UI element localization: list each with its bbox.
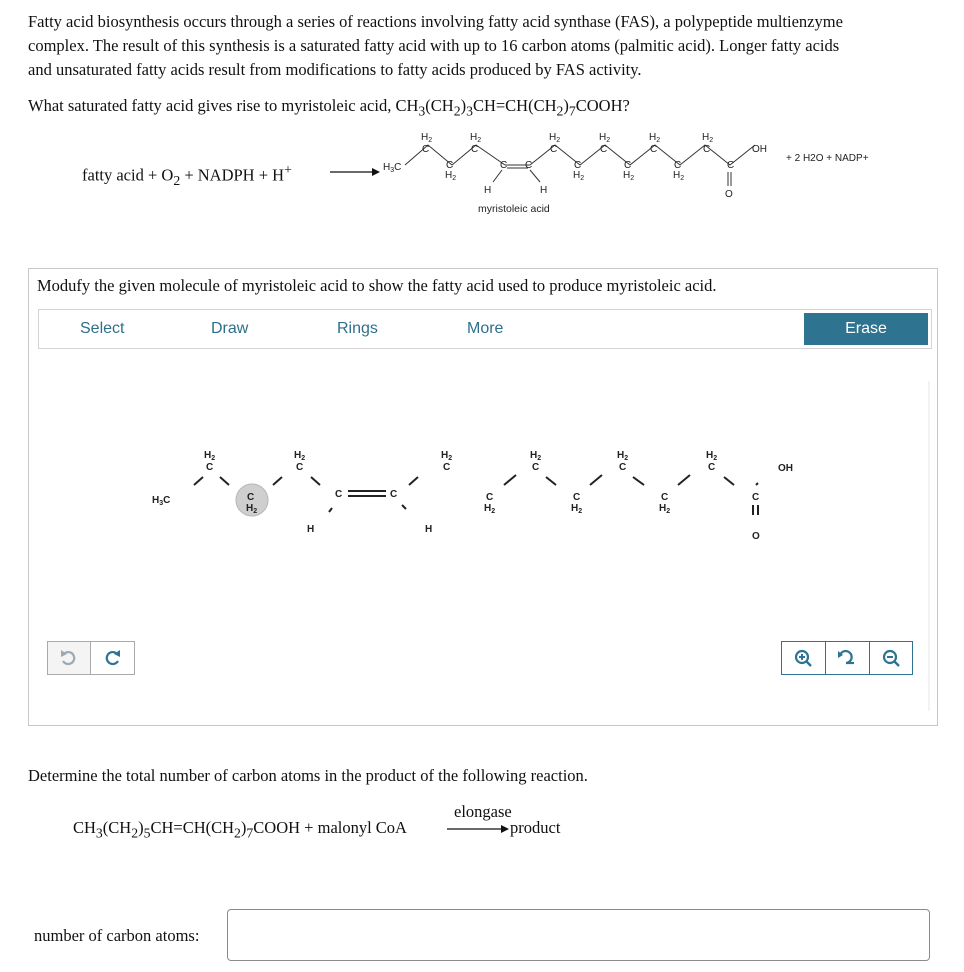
elongase-arrow bbox=[445, 823, 515, 835]
atom-h3c-editor: $H_3C$ bbox=[152, 495, 171, 507]
svg-text:C: C bbox=[525, 160, 533, 171]
svg-text:C: C bbox=[247, 492, 255, 503]
svg-text:H2: $H_2$ bbox=[573, 170, 585, 182]
svg-text:H2: $H_2$ bbox=[599, 132, 611, 144]
zoom-controls-group bbox=[781, 641, 913, 675]
svg-text:C: C bbox=[703, 144, 711, 155]
svg-text:C: C bbox=[500, 160, 508, 171]
svg-text:H: H bbox=[307, 524, 315, 535]
svg-text:O: O bbox=[752, 531, 760, 542]
undo-icon bbox=[48, 642, 90, 674]
svg-text:OH: OH bbox=[752, 144, 767, 155]
intro-line-2: complex. The result of this synthesis is a saturated fatty acid with up to 16 carbon atoms (palmitic acid). Longer fatty acids bbox=[28, 36, 840, 55]
carbon-count-input[interactable] bbox=[227, 909, 930, 961]
svg-text:H2: $H_2$ bbox=[294, 450, 306, 462]
question-saturated-fatty-acid bbox=[28, 96, 630, 119]
svg-text:H2: $H_2$ bbox=[702, 132, 714, 144]
svg-text:H2: $H_2$ bbox=[649, 132, 661, 144]
intro-line-3: and unsaturated fatty acids result from modifications to fatty acids produced by FAS activity. bbox=[28, 60, 642, 79]
tool-rings-button[interactable]: Rings bbox=[337, 320, 378, 337]
byproducts-label: + 2 H2O + NADP+ bbox=[786, 153, 869, 164]
svg-text:C: C bbox=[550, 144, 558, 155]
svg-text:C: C bbox=[727, 160, 735, 171]
reaction-elongation bbox=[0, 796, 964, 846]
svg-text:C: C bbox=[661, 492, 669, 503]
product-label: product bbox=[510, 818, 561, 837]
svg-text:C: C bbox=[650, 144, 658, 155]
svg-text:H: H bbox=[540, 185, 548, 196]
svg-text:C: C bbox=[471, 144, 479, 155]
svg-text:H2: $H_2$ bbox=[484, 503, 496, 515]
svg-text:C: C bbox=[674, 160, 682, 171]
svg-text:O: O bbox=[725, 189, 733, 200]
svg-text:C: C bbox=[206, 462, 214, 473]
product-name-label: myristoleic acid bbox=[478, 203, 550, 215]
svg-text:H2: $H_2$ bbox=[673, 170, 685, 182]
redo-button[interactable] bbox=[91, 642, 133, 674]
svg-text:C: C bbox=[443, 462, 451, 473]
svg-text:H2: $H_2$ bbox=[549, 132, 561, 144]
svg-text:H2: $H_2$ bbox=[706, 450, 718, 462]
svg-text:C: C bbox=[574, 160, 582, 171]
svg-text:H2: $H_2$ bbox=[445, 170, 457, 182]
question1-prefix: What saturated fatty acid gives rise to myristoleic acid, bbox=[28, 96, 396, 115]
svg-text:H: H bbox=[484, 185, 492, 196]
myristoleic-acid-structure bbox=[0, 120, 964, 230]
svg-text:C: C bbox=[573, 492, 581, 503]
svg-text:C: C bbox=[752, 492, 760, 503]
svg-text:H2: $H_2$ bbox=[571, 503, 583, 515]
svg-text:H: H bbox=[425, 524, 433, 535]
undo-button[interactable] bbox=[48, 642, 91, 674]
tool-more-button[interactable]: More bbox=[467, 320, 504, 337]
zoom-in-icon bbox=[782, 642, 825, 674]
molecule-editor-panel bbox=[28, 268, 938, 726]
chain-left-bonds bbox=[405, 145, 505, 165]
svg-text:H2: $H_2$ bbox=[441, 450, 453, 462]
erase-button[interactable]: Erase bbox=[804, 313, 928, 345]
svg-text:OH: OH bbox=[778, 463, 793, 474]
question-carbon-count: Determine the total number of carbon atoms in the product of the following reaction. bbox=[28, 766, 588, 785]
svg-text:H2: $H_2$ bbox=[246, 503, 258, 515]
reaction-desaturation bbox=[0, 120, 964, 230]
zoom-reset-icon bbox=[826, 642, 869, 674]
zoom-in-button[interactable] bbox=[782, 642, 826, 674]
svg-text:C: C bbox=[486, 492, 494, 503]
undo-redo-group bbox=[47, 641, 135, 675]
svg-text:H2: $H_2$ bbox=[204, 450, 216, 462]
atom-ch2-1: $H_2$ bbox=[421, 132, 433, 144]
svg-text:C: C bbox=[708, 462, 716, 473]
enzyme-label: elongase bbox=[454, 802, 512, 821]
intro-paragraph bbox=[28, 10, 928, 82]
reaction1-reactants-rendered: fatty acid + $O_2$ + NADPH + H+ bbox=[82, 162, 292, 188]
svg-text:H2: $H_2$ bbox=[617, 450, 629, 462]
panel-title: Modufy the given molecule of myristoleic acid to show the fatty acid used to produce myristoleic acid. bbox=[37, 276, 717, 295]
tool-select-button[interactable]: Select bbox=[80, 320, 125, 337]
svg-text:C: C bbox=[422, 144, 430, 155]
svg-text:C: C bbox=[600, 144, 608, 155]
svg-text:C: C bbox=[624, 160, 632, 171]
atom-h3c: $H_3C$ bbox=[383, 162, 402, 174]
svg-text:C: C bbox=[390, 489, 398, 500]
svg-text:H2: $H_2$ bbox=[623, 170, 635, 182]
tool-draw-button[interactable]: Draw bbox=[211, 320, 249, 337]
zoom-out-icon bbox=[870, 642, 913, 674]
question1-formula-rendered: $CH_3(CH_2)_3CH=CH(CH_2)_7COOH$? bbox=[395, 96, 630, 119]
reaction2-reactant-rendered: $CH_3(CH_2)_5CH=CH(CH_2)_7COOH$ + malonyl CoA bbox=[73, 818, 407, 841]
svg-text:C: C bbox=[446, 160, 454, 171]
svg-text:C: C bbox=[335, 489, 343, 500]
redo-icon bbox=[91, 642, 133, 674]
answer-label: number of carbon atoms: bbox=[34, 926, 200, 945]
svg-text:H2: $H_2$ bbox=[659, 503, 671, 515]
zoom-out-button[interactable] bbox=[870, 642, 913, 674]
zoom-reset-button[interactable] bbox=[826, 642, 870, 674]
svg-text:C: C bbox=[619, 462, 627, 473]
reaction-arrow-head bbox=[372, 168, 380, 176]
svg-text:C: C bbox=[296, 462, 304, 473]
intro-line-1: Fatty acid biosynthesis occurs through a series of reactions involving fatty acid synthase (FAS), a polypeptide multienzyme bbox=[28, 12, 843, 31]
svg-text:H2: $H_2$ bbox=[530, 450, 542, 462]
chain-right-bonds bbox=[530, 145, 755, 165]
svg-text:C: C bbox=[532, 462, 540, 473]
editor-toolbar bbox=[38, 309, 932, 349]
svg-text:H2: $H_2$ bbox=[470, 132, 482, 144]
